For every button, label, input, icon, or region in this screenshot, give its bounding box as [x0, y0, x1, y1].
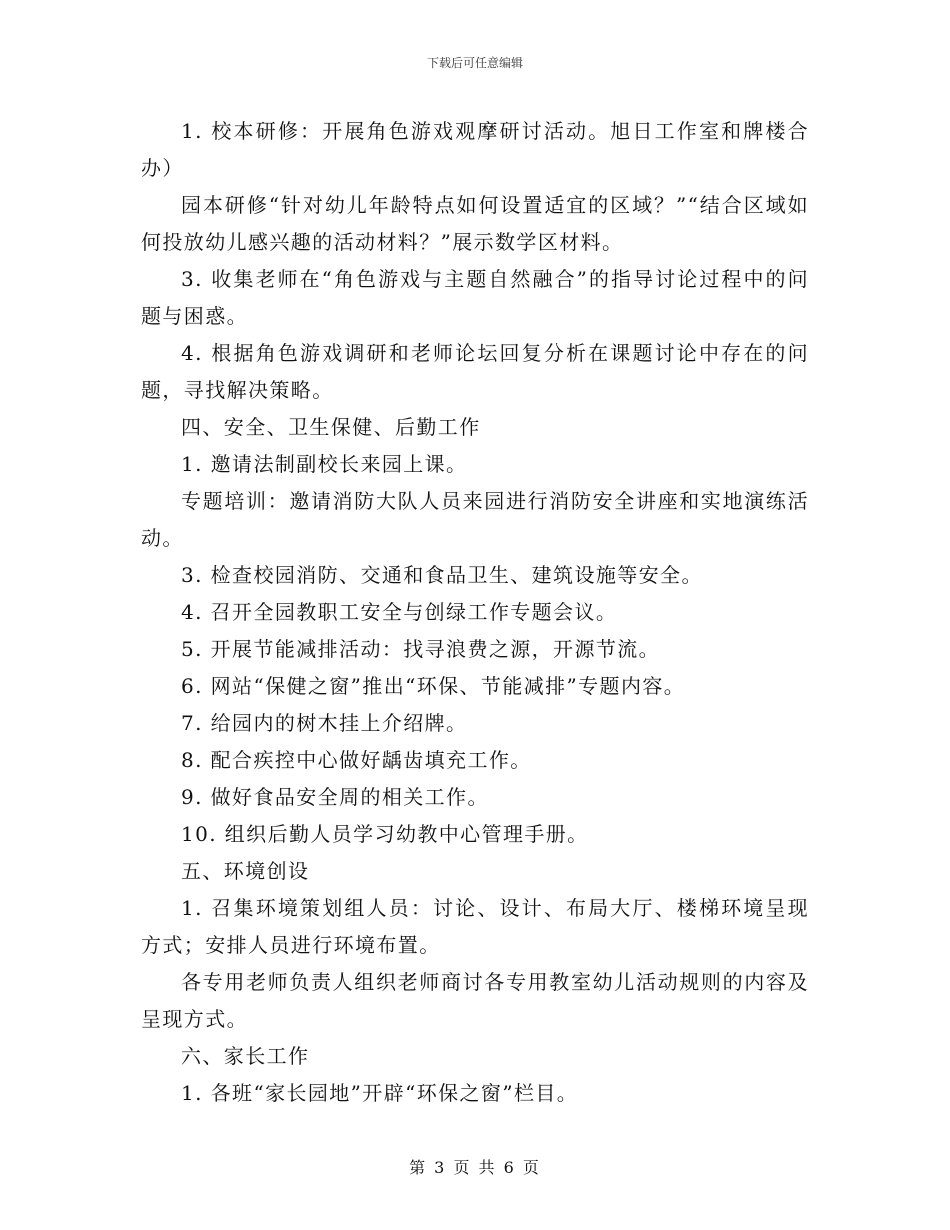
paragraph-12: 7. 给园内的树木挂上介绍牌。 [181, 711, 468, 735]
header-note: 下载后可任意编辑 [426, 56, 523, 70]
paragraph-6: 1. 邀请法制副校长来园上课。 [181, 452, 468, 476]
section-heading-environment: 五、环境创设 [181, 859, 310, 883]
paragraph-3: 3. 收集老师在“角色游戏与主题自然融合”的指导讨论过程中的问题与困惑。 [141, 267, 809, 328]
paragraph-9: 4. 召开全园教职工安全与创绿工作专题会议。 [181, 600, 618, 624]
paragraph-14: 9. 做好食品安全周的相关工作。 [181, 785, 489, 809]
section-heading-safety: 四、安全、卫生保健、后勤工作 [181, 415, 481, 439]
footer-total-pages: 6 [503, 1158, 516, 1177]
footer-prefix: 第 [409, 1158, 428, 1177]
document-body [141, 113, 809, 1112]
footer-current-page: 3 [434, 1158, 447, 1177]
paragraph-2: 园本研修“针对幼儿年龄特点如何设置适宜的区域？”“结合区域如何投放幼儿感兴趣的活动材料？”展示数学区材料。 [141, 193, 809, 254]
footer-suffix: 页 [522, 1158, 541, 1177]
paragraph-18: 各专用老师负责人组织老师商讨各专用教室幼儿活动规则的内容及呈现方式。 [141, 970, 809, 1031]
paragraph-20: 1. 各班“家长园地”开辟“环保之窗”栏目。 [181, 1081, 579, 1105]
paragraph-8: 3. 检查校园消防、交通和食品卫生、建筑设施等安全。 [181, 563, 703, 587]
paragraph-13: 8. 配合疾控中心做好龋齿填充工作。 [181, 748, 532, 772]
page-footer [0, 1155, 950, 1178]
paragraph-4: 4. 根据角色游戏调研和老师论坛回复分析在课题讨论中存在的问题，寻找解决策略。 [141, 341, 809, 402]
paragraph-10: 5. 开展节能减排活动：找寻浪费之源，开源节流。 [181, 637, 661, 661]
paragraph-7: 专题培训：邀请消防大队人员来园进行消防安全讲座和实地演练活动。 [141, 489, 809, 550]
paragraph-1: 1. 校本研修：开展角色游戏观摩研讨活动。旭日工作室和牌楼合办） [141, 119, 809, 180]
paragraph-15: 10. 组织后勤人员学习幼教中心管理手册。 [181, 822, 589, 846]
footer-middle: 页 共 [453, 1158, 497, 1177]
section-heading-parents: 六、家长工作 [181, 1044, 310, 1068]
paragraph-17: 1. 召集环境策划组人员：讨论、设计、布局大厅、楼梯环境呈现方式；安排人员进行环境布置。 [141, 896, 809, 957]
paragraph-11: 6. 网站“保健之窗”推出“环保、节能减排”专题内容。 [181, 674, 686, 698]
